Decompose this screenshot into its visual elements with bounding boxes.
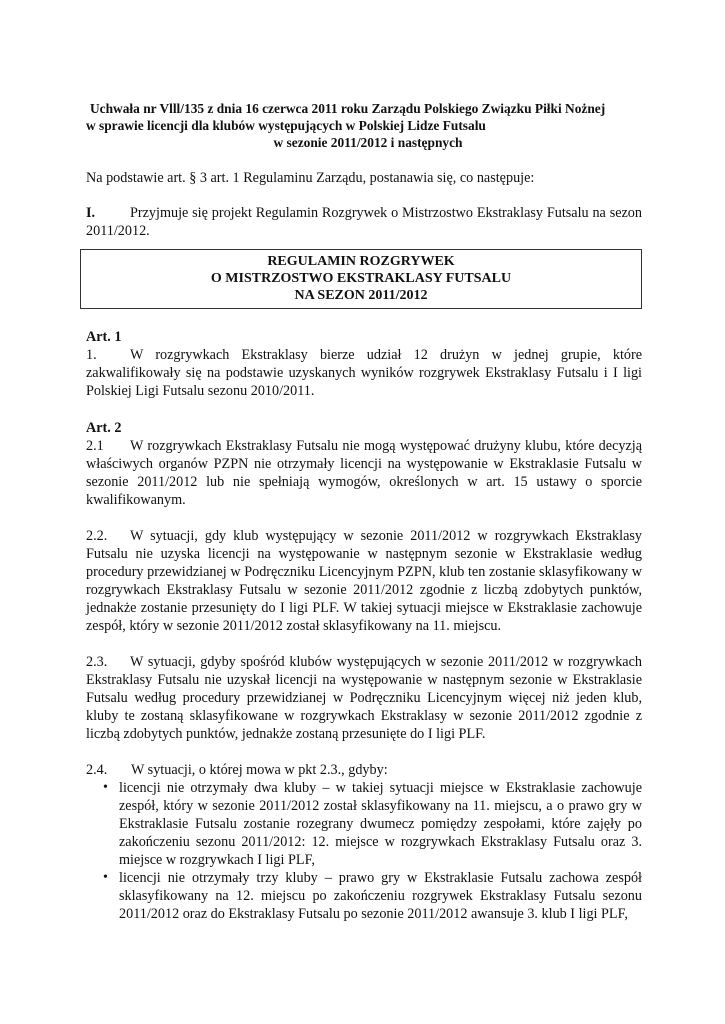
header-line-3: w sezonie 2011/2012 i następnych <box>273 135 463 150</box>
header-line-1: Uchwała nr Vlll/135 z dnia 16 czerwca 2011 roku Zarządu Polskiego Związku Piłki Nożnej <box>90 101 606 116</box>
point-one <box>86 204 642 240</box>
art-2-paragraph-2-1 <box>86 437 642 509</box>
art-2-p23-text: W sytuacji, gdyby spośród klubów występujących w sezonie 2011/2012 w rozgrywkach Ekstraklasy Futsalu nie uzyskał licencji na występowanie w następnym sezonie w Ekstraklasie Futsalu według procedury przewidzianej w Podręczniku Licencyjnym więcej niż jeden klub, kluby te zostaną sklasyfikowane w rozgrywkach Ekstraklasy w sezonie 2011/2012 zgodnie z liczbą zdobytych punktów, jednakże zostaną przesunięte do I ligi PLF. <box>86 654 642 742</box>
art-2-p22-text: W sytuacji, gdy klub występujący w sezonie 2011/2012 w rozgrywkach Ekstraklasy Futsalu nie uzyska licencji na występowanie w następnym sezonie w Ekstraklasie według procedury przewidzianej w Podręczniku Licencyjnym PZPN, klub ten zostanie sklasyfikowany w rozgrywkach Ekstraklasy Futsalu w sezonie 2011/2012 zgodnie z liczbą zdobytych punktów, jednakże zostanie przesunięty do I ligi PLF. W takiej sytuacji miejsce w Ekstraklasie zachowuje zespół, który w sezonie 2011/2012 został sklasyfikowany na 11. miejscu. <box>86 528 642 634</box>
bullet-text: licencji nie otrzymały trzy kluby – prawo gry w Ekstraklasie Futsalu zachowa zespół sklasyfikowany na 12. miejscu po zakończeniu rozgrywek Ekstraklasy Futsalu sezonu 2011/2012 oraz do Ekstraklasy Futsalu po sezonie 2011/2012 awansuje 3. klub I ligi PLF, <box>119 870 642 922</box>
art-2-p24-text: W sytuacji, o której mowa w pkt 2.3., gdyby: <box>131 762 388 778</box>
resolution-header <box>86 100 642 151</box>
art-2-p21-text: W rozgrywkach Ekstraklasy Futsalu nie mogą występować drużyny klubu, które decyzją właściwych organów PZPN nie otrzymały licencji na występowanie w Ekstraklasie Futsalu w sezonie 2011/2012 lub nie spełniają wymogów, określonych w art. 15 ustawy o sporcie kwalifikowanym. <box>86 438 642 508</box>
point-one-text: Przyjmuje się projekt Regulamin Rozgrywek o Mistrzostwo Ekstraklasy Futsalu na sezon 2011/2012. <box>86 205 642 239</box>
art-2-p22-number: 2.2. <box>86 528 108 544</box>
art-1-p1-number: 1. <box>86 347 97 363</box>
list-item <box>86 779 642 869</box>
art-2-p23-number: 2.3. <box>86 654 108 670</box>
title-line-2: O MISTRZOSTWO EKSTRAKLASY FUTSALU <box>210 271 512 286</box>
header-line-2: w sprawie licencji dla klubów występujących w Polskiej Lidze Futsalu <box>86 118 486 133</box>
title-line-3: NA SEZON 2011/2012 <box>294 288 428 303</box>
art-2-paragraph-2-3 <box>86 653 642 743</box>
art-2-p21-number: 2.1 <box>86 438 104 454</box>
bullet-text: licencji nie otrzymały dwa kluby – w takiej sytuacji miejsce w Ekstraklasie zachowuje zespół, który w sezonie 2011/2012 został sklasyfikowany na 11. miejscu, a o prawo gry w Ekstraklasie Futsalu zostanie rozegrany dwumecz pomiędzy zespołami, które zajęły po zakończeniu sezonu 2011/2012: 12. miejsce w rozgrywkach Ekstraklasy Futsalu oraz 3. miejsce w rozgrywkach I ligi PLF, <box>119 780 642 868</box>
art-2-bullet-list <box>86 779 642 923</box>
bullet-icon: • <box>103 870 108 885</box>
list-item <box>86 869 642 923</box>
bullet-icon: • <box>103 780 108 795</box>
art-1-paragraph-1 <box>86 346 642 400</box>
art-1-heading: Art. 1 <box>86 329 122 345</box>
art-2-heading: Art. 2 <box>86 420 122 436</box>
art-2-paragraph-2-2 <box>86 527 642 635</box>
document-page <box>86 100 642 923</box>
title-line-1: REGULAMIN ROZGRYWEK <box>267 254 455 269</box>
regulation-title-box <box>80 249 642 309</box>
art-2-p24-number: 2.4. <box>86 762 108 778</box>
art-1-p1-text: W rozgrywkach Ekstraklasy bierze udział 12 drużyn w jednej grupie, które zakwalifikowały się na podstawie uzyskanych wyników rozgrywek Ekstraklasy Futsalu i I ligi Polskiej Ligi Futsalu sezonu 2010/2011. <box>86 347 642 399</box>
point-one-number: I. <box>86 205 96 221</box>
legal-basis: Na podstawie art. § 3 art. 1 Regulaminu Zarządu, postanawia się, co następuje: <box>86 170 535 186</box>
art-2-paragraph-2-4 <box>86 761 642 779</box>
